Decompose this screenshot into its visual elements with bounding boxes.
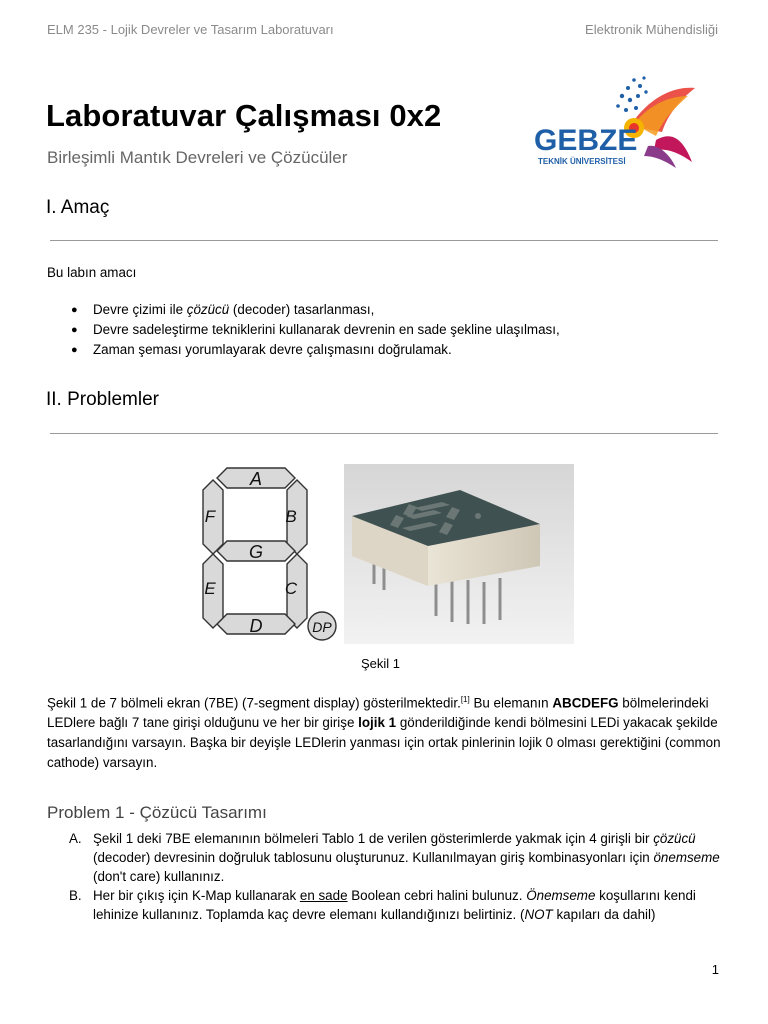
intro-text: Bu labın amacı [47,265,137,280]
label-g: G [248,542,264,562]
university-logo [530,66,710,178]
reference-link[interactable]: [1] [460,695,470,704]
section-heading-problemler: II. Problemler [46,389,159,410]
header-department: Elektronik Mühendisliği [585,22,718,37]
section-heading-amac: I. Amaç [46,197,110,218]
list-item: ● Devre çizimi ile çözücü (decoder) tasarlanması, [47,300,560,320]
label-d: D [249,616,263,636]
objectives-list [47,300,560,360]
description-paragraph: Şekil 1 de 7 bölmeli ekran (7BE) (7-segment display) gösterilmektedir.[1] Bu elemanın ABCDEFG bölmelerindeki LEDlere bağlı 7 tane girişi olduğunu ve her bir girişe lojik 1 gönderildiğinde kendi bölmesini LEDi yakacak şekilde tasarlandığını varsayın. Başka bir deyişle LEDlerin yanması için ortak pinlerinin lojik 0 olması gerektiğini (common cathode) varsayın. [47,695,721,771]
section-divider [50,240,718,241]
label-a: A [249,469,263,489]
label-f: F [204,507,216,526]
list-item: ● Devre sadeleştirme tekniklerini kullanarak devrenin en sade şekline ulaşılması, [47,320,560,340]
header-course: ELM 235 - Lojik Devreler ve Tasarım Laboratuvarı [47,22,334,37]
figure-caption: Şekil 1 [361,656,401,671]
logo-wordmark: GEBZE [534,124,638,157]
section-divider [50,433,718,434]
seven-segment-diagram [193,462,343,644]
label-e: E [204,579,216,598]
logo-subtext: TEKNİK ÜNİVERSİTESİ [538,157,626,166]
problem-heading: Problem 1 - Çözücü Tasarımı [47,803,267,822]
list-item: A. Şekil 1 deki 7BE elemanının bölmeleri Tablo 1 de verilen gösterimlerde yakmak için 4 girişli bir çözücü (decoder) devresinin doğruluk tablosunu oluşturunuz. Kullanılmayan giriş kombinasyonları için önemseme (don't care) kullanınız. [69,831,720,884]
list-item: ● Zaman şeması yorumlayarak devre çalışmasını doğrulamak. [47,340,560,360]
seven-segment-photo [344,464,574,644]
problem-items [47,829,727,924]
page-number: 1 [711,962,719,977]
label-dp: DP [312,619,332,635]
label-c: C [284,579,298,598]
page-title: Laboratuvar Çalışması 0x2 [46,98,442,133]
list-item: B. Her bir çıkış için K-Map kullanarak en sade Boolean cebri halini bulunuz. Önemseme koşullarını kendi lehinize kullanınız. Toplamda kaç devre elemanı kullandığınızı belirtiniz. (NOT kapıları da dahil) [69,888,696,922]
label-b: B [285,507,297,526]
page-subtitle: Birleşimli Mantık Devreleri ve Çözücüler [47,148,348,167]
